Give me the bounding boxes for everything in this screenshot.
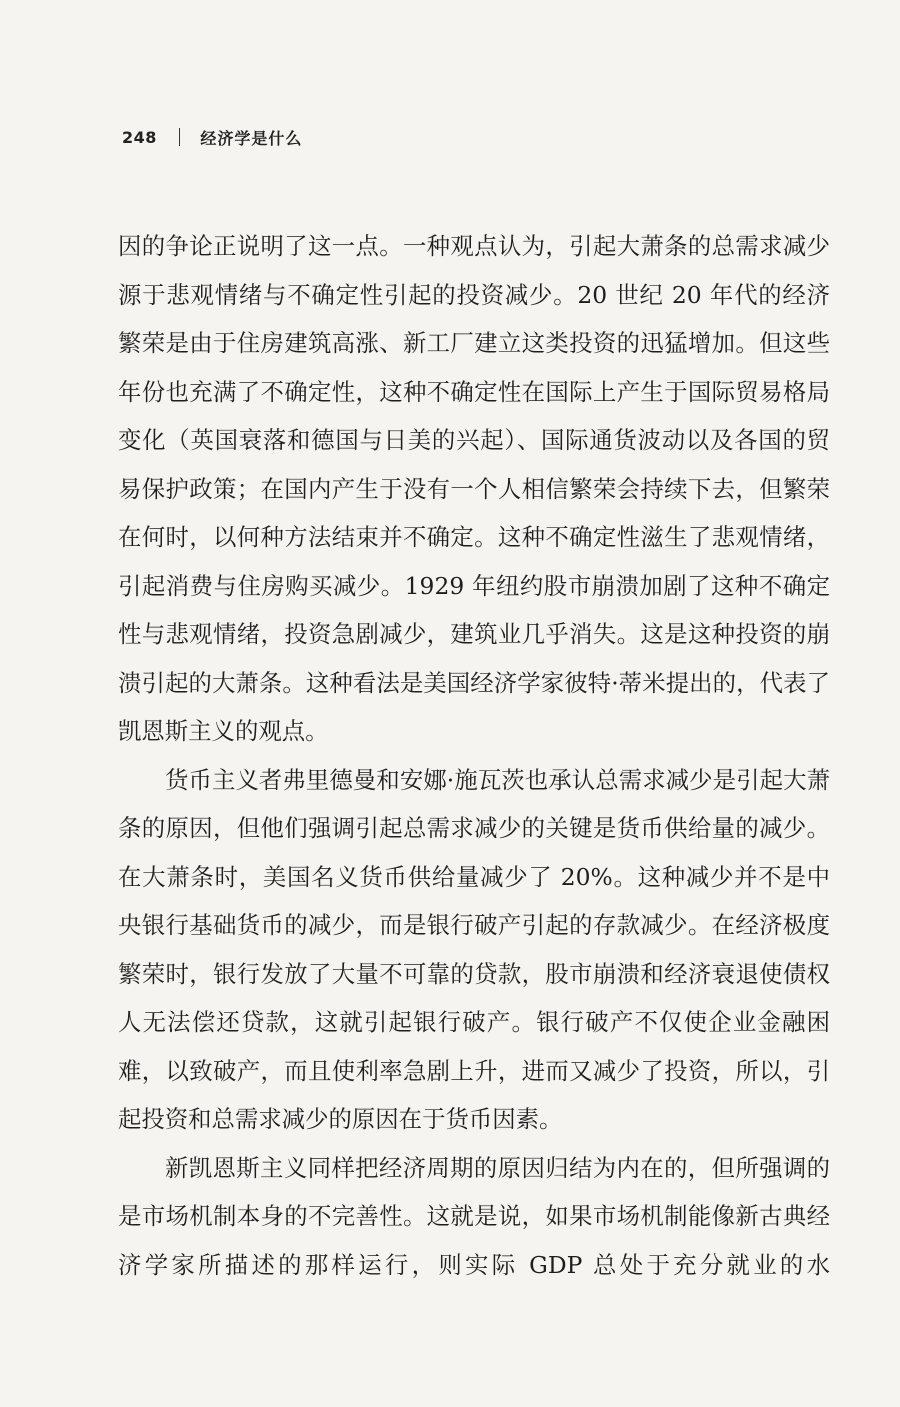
book-title: 经济学是什么: [200, 128, 303, 148]
page-number: 248: [122, 127, 157, 147]
body-text: [118, 222, 830, 1289]
running-head: [122, 122, 302, 152]
paragraph-1: 因的争论正说明了这一点。一种观点认为，引起大萧条的总需求减少源于悲观情绪与不确定性引起的投资减少。20 世纪 20 年代的经济繁荣是由于住房建筑高涨、新工厂建立这类投资的迅猛增加。但这些年份也充满了不确定性，这种不确定性在国际上产生于国际贸易格局变化（英国衰落和德国与日美的兴起）、国际通货波动以及各国的贸易保护政策；在国内产生于没有一个人相信繁荣会持续下去，但繁荣在何时，以何种方法结束并不确定。这种不确定性滋生了悲观情绪，引起消费与住房购买减少。1929 年纽约股市崩溃加剧了这种不确定性与悲观情绪，投资急剧减少，建筑业几乎消失。这是这种投资的崩溃引起的大萧条。这种看法是美国经济学家彼特·蒂米提出的，代表了凯恩斯主义的观点。: [118, 232, 830, 745]
paragraph-2: 货币主义者弗里德曼和安娜·施瓦茨也承认总需求减少是引起大萧条的原因，但他们强调引起总需求减少的关键是货币供给量的减少。在大萧条时，美国名义货币供给量减少了 20%。这种减少并不是中央银行基础货币的减少，而是银行破产引起的存款减少。在经济极度繁荣时，银行发放了大量不可靠的贷款，股市崩溃和经济衰退使债权人无法偿还贷款，这就引起银行破产。银行破产不仅使企业金融困难，以致破产，而且使利率急剧上升，进而又减少了投资，所以，引起投资和总需求减少的原因在于货币因素。: [118, 765, 830, 1133]
paragraph-3: 新凯恩斯主义同样把经济周期的原因归结为内在的，但所强调的是市场机制本身的不完善性。这就是说，如果市场机制能像新古典经济学家所描述的那样运行，则实际 GDP 总处于充分就业的水: [118, 1153, 830, 1279]
header-divider: [179, 128, 181, 146]
